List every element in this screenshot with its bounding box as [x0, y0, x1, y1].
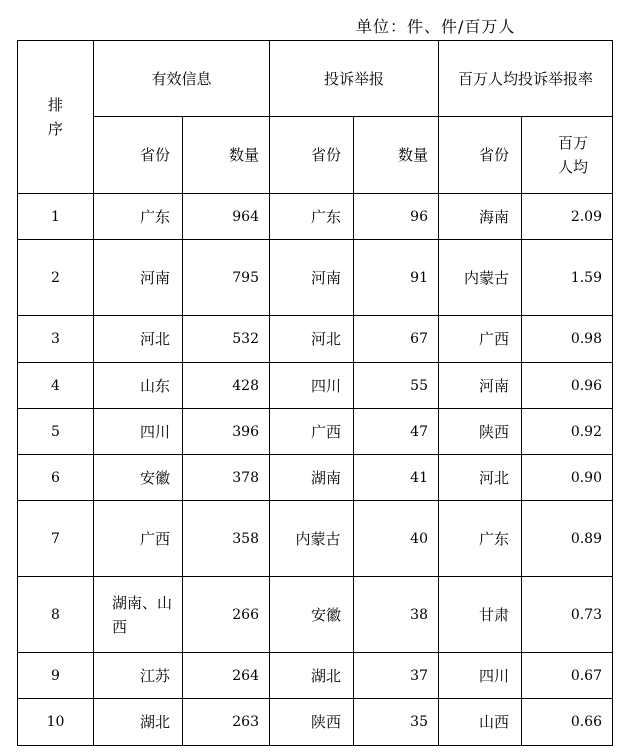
- province-complaints: 四川: [270, 363, 354, 409]
- rank-cell: 6: [18, 455, 94, 501]
- subheader-per-million-text: 百万人均: [558, 134, 589, 176]
- rank-cell: 5: [18, 409, 94, 455]
- province-valid-info: 河南: [94, 240, 183, 316]
- rate-per-million: 0.98: [522, 316, 613, 363]
- rank-cell: 10: [18, 699, 94, 746]
- rate-per-million: 1.59: [522, 240, 613, 316]
- table-row: [18, 653, 613, 699]
- province-per-million: 海南: [439, 194, 522, 240]
- province-per-million: 河南: [439, 363, 522, 409]
- unit-label: 单位：件、件/百万人: [356, 17, 516, 36]
- table-row: [18, 409, 613, 455]
- rank-cell: 7: [18, 501, 94, 577]
- count-valid-info: 264: [183, 653, 270, 699]
- province-valid-info: [94, 577, 183, 653]
- rate-per-million: 0.96: [522, 363, 613, 409]
- rate-per-million: 0.66: [522, 699, 613, 746]
- province-complaints: 河北: [270, 316, 354, 363]
- header-row-groups: [18, 41, 613, 117]
- count-complaints: 55: [354, 363, 439, 409]
- count-valid-info: 378: [183, 455, 270, 501]
- rank-cell: 4: [18, 363, 94, 409]
- province-complaints: 湖北: [270, 653, 354, 699]
- group-header-valid-info: 有效信息: [94, 41, 270, 117]
- province-per-million: 山西: [439, 699, 522, 746]
- province-per-million: 甘肃: [439, 577, 522, 653]
- count-valid-info: 396: [183, 409, 270, 455]
- count-complaints: 41: [354, 455, 439, 501]
- rate-per-million: 0.90: [522, 455, 613, 501]
- province-complaints: 广东: [270, 194, 354, 240]
- province-complaints: [270, 501, 354, 577]
- province-valid-info: 广东: [94, 194, 183, 240]
- province-per-million: 河北: [439, 455, 522, 501]
- province-valid-info: 安徽: [94, 455, 183, 501]
- subheader-province-2: 省份: [270, 117, 354, 194]
- table-row: [18, 363, 613, 409]
- subheader-per-million: [522, 117, 613, 194]
- province-per-million: 四川: [439, 653, 522, 699]
- subheader-province-3: 省份: [439, 117, 522, 194]
- count-valid-info: 358: [183, 501, 270, 577]
- province-complaints: 河南: [270, 240, 354, 316]
- count-valid-info: 532: [183, 316, 270, 363]
- subheader-count-1: 数量: [183, 117, 270, 194]
- rank-header-line2: 序: [47, 120, 63, 138]
- province-complaints: 湖南: [270, 455, 354, 501]
- count-complaints: 47: [354, 409, 439, 455]
- rank-cell: 8: [18, 577, 94, 653]
- count-complaints: 37: [354, 653, 439, 699]
- group-header-complaints: 投诉举报: [270, 41, 439, 117]
- rank-cell: 9: [18, 653, 94, 699]
- count-valid-info: 263: [183, 699, 270, 746]
- table-row: [18, 240, 613, 316]
- rate-per-million: 0.73: [522, 577, 613, 653]
- province-per-million: 广西: [439, 316, 522, 363]
- province-valid-info: 河北: [94, 316, 183, 363]
- province-valid-info: 四川: [94, 409, 183, 455]
- table-row: [18, 501, 613, 577]
- count-complaints: 40: [354, 501, 439, 577]
- rate-per-million: 0.92: [522, 409, 613, 455]
- rate-per-million: 2.09: [522, 194, 613, 240]
- ranking-table: [17, 40, 613, 746]
- province-complaints: 广西: [270, 409, 354, 455]
- province-valid-info: 江苏: [94, 653, 183, 699]
- table-row: [18, 577, 613, 653]
- province-valid-info: 湖北: [94, 699, 183, 746]
- group-header-per-million-rate: 百万人均投诉举报率: [439, 41, 613, 117]
- count-complaints: 38: [354, 577, 439, 653]
- subheader-province-1: 省份: [94, 117, 183, 194]
- rank-cell: 3: [18, 316, 94, 363]
- table-row: [18, 316, 613, 363]
- province-valid-info: 山东: [94, 363, 183, 409]
- header-row-subcolumns: [18, 117, 613, 194]
- province-per-million: 陕西: [439, 409, 522, 455]
- table-row: [18, 699, 613, 746]
- rank-cell: 2: [18, 240, 94, 316]
- count-complaints: 96: [354, 194, 439, 240]
- province-complaints-text: 内蒙古: [295, 529, 341, 548]
- count-complaints: 35: [354, 699, 439, 746]
- province-complaints: 陕西: [270, 699, 354, 746]
- table-row: [18, 194, 613, 240]
- count-valid-info: 964: [183, 194, 270, 240]
- table-row: [18, 455, 613, 501]
- province-valid-info: 广西: [94, 501, 183, 577]
- rate-per-million: 0.67: [522, 653, 613, 699]
- province-complaints: 安徽: [270, 577, 354, 653]
- count-valid-info: 795: [183, 240, 270, 316]
- count-complaints: 91: [354, 240, 439, 316]
- rank-header: [18, 41, 94, 194]
- rate-per-million: 0.89: [522, 501, 613, 577]
- province-per-million-text: 内蒙古: [464, 268, 510, 287]
- count-valid-info: 428: [183, 363, 270, 409]
- rank-header-line1: 排: [47, 96, 63, 114]
- province-valid-info-text: 湖南、山西: [112, 593, 173, 636]
- rank-cell: 1: [18, 194, 94, 240]
- subheader-count-2: 数量: [354, 117, 439, 194]
- count-complaints: 67: [354, 316, 439, 363]
- province-per-million: 广东: [439, 501, 522, 577]
- count-valid-info: 266: [183, 577, 270, 653]
- province-per-million: [439, 240, 522, 316]
